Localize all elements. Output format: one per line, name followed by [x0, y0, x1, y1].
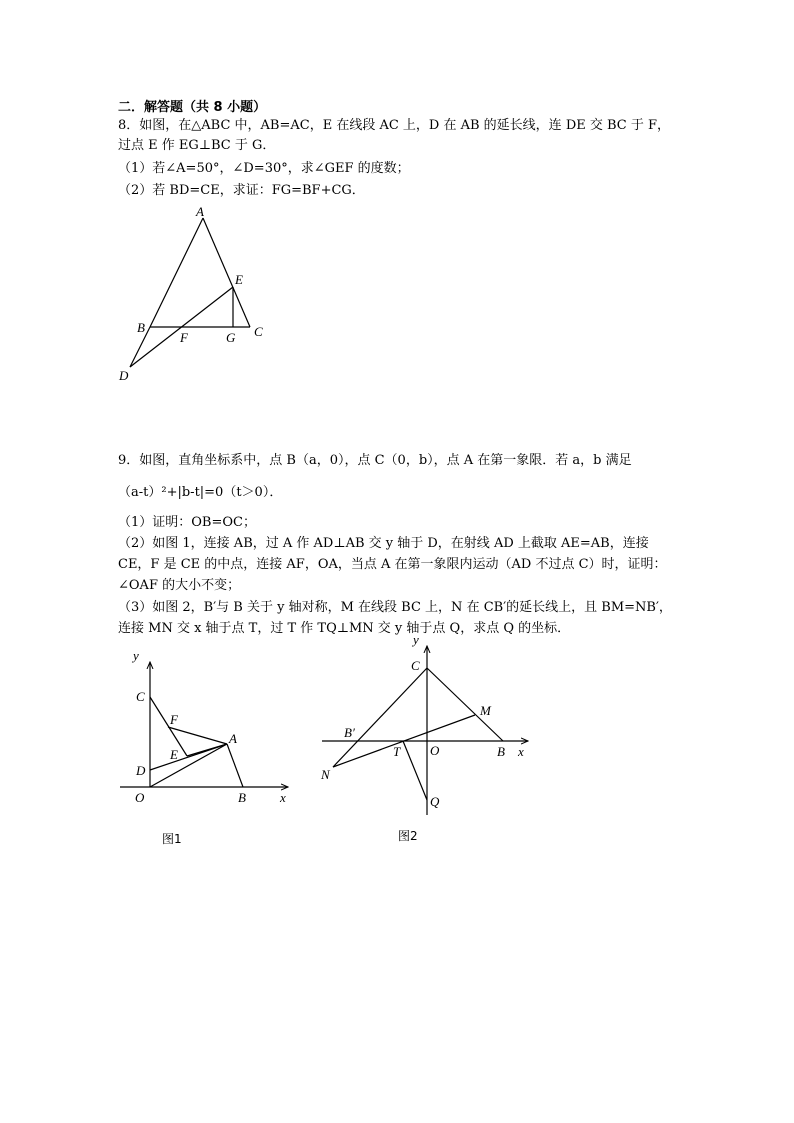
fig2-label-q: Q	[430, 794, 440, 809]
fig1-label-e: E	[170, 747, 178, 762]
fig2-label-m: M	[480, 703, 491, 718]
q8-label-c: C	[254, 324, 263, 339]
q8-line1: 8．如图，在△ABC 中，AB=AC，E 在线段 AC 上，D 在 AB 的延长线，连 DE 交 BC 于 F，	[118, 118, 671, 133]
fig2-segment-cn	[333, 668, 427, 767]
q9-line2: （a-t）²+|b-t|=0（t＞0）．	[118, 485, 283, 500]
fig2-label-b-prime: B′	[344, 725, 355, 740]
q8-label-d: D	[119, 368, 129, 383]
fig2-label-b: B	[497, 744, 505, 759]
fig1-label-c: C	[136, 689, 145, 704]
q8-part1: （1）若∠A=50°，∠D=30°，求∠GEF 的度数；	[118, 161, 410, 176]
q8-label-e: E	[235, 272, 243, 287]
q9-part2-a: （2）如图 1，连接 AB，过 A 作 AD⊥AB 交 y 轴于 D，在射线 AD 上截取 AE=AB，连接	[118, 536, 649, 551]
fig1-label-o: O	[135, 790, 145, 805]
fig1-label-d: D	[136, 763, 146, 778]
section-title: 二．解答题（共 8 小题）	[118, 100, 267, 115]
q9-part3-b: 连接 MN 交 x 轴于点 T，过 T 作 TQ⊥MN 交 y 轴于点 Q，求点 Q 的坐标．	[118, 621, 571, 636]
fig1-caption: 图1	[162, 832, 182, 846]
fig1-label-f: F	[170, 712, 178, 727]
q8-label-f: F	[180, 330, 188, 345]
q9-part1: （1）证明：OB=OC；	[118, 515, 256, 530]
fig2-label-n: N	[321, 767, 330, 782]
fig2-segment-tq	[403, 741, 427, 800]
fig2-label-t: T	[393, 744, 401, 759]
fig1-label-y: y	[133, 648, 139, 663]
q8-part2: （2）若 BD=CE，求证：FG=BF+CG．	[118, 183, 365, 198]
fig1-label-b: B	[238, 790, 246, 805]
q8-line2: 过点 E 作 EG⊥BC 于 G．	[118, 138, 276, 153]
q8-label-b: B	[137, 320, 145, 335]
fig2-label-y: y	[413, 632, 419, 647]
fig1-label-x: x	[280, 790, 286, 805]
fig2-label-x: x	[518, 744, 524, 759]
fig2-label-c: C	[411, 658, 420, 673]
fig2-label-o: O	[430, 743, 440, 758]
q8-label-g: G	[226, 330, 236, 345]
q8-label-a: A	[196, 204, 204, 219]
q9-line1: 9．如图，直角坐标系中，点 B（a，0），点 C（0，b），点 A 在第一象限．若 a，b 满足	[118, 453, 632, 468]
fig2-segment-cb	[427, 668, 503, 741]
q9-part2-c: ∠OAF 的大小不变；	[118, 578, 241, 593]
fig1-label-a: A	[229, 731, 237, 746]
q9-part3-a: （3）如图 2，B′与 B 关于 y 轴对称，M 在线段 BC 上，N 在 CB′的延长线上，且 BM=NB′，	[118, 600, 672, 615]
fig2-caption: 图2	[398, 829, 418, 843]
q9-part2-b: CE，F 是 CE 的中点，连接 AF，OA，当点 A 在第一象限内运动（AD 不过点 C）时，证明：	[118, 557, 667, 572]
